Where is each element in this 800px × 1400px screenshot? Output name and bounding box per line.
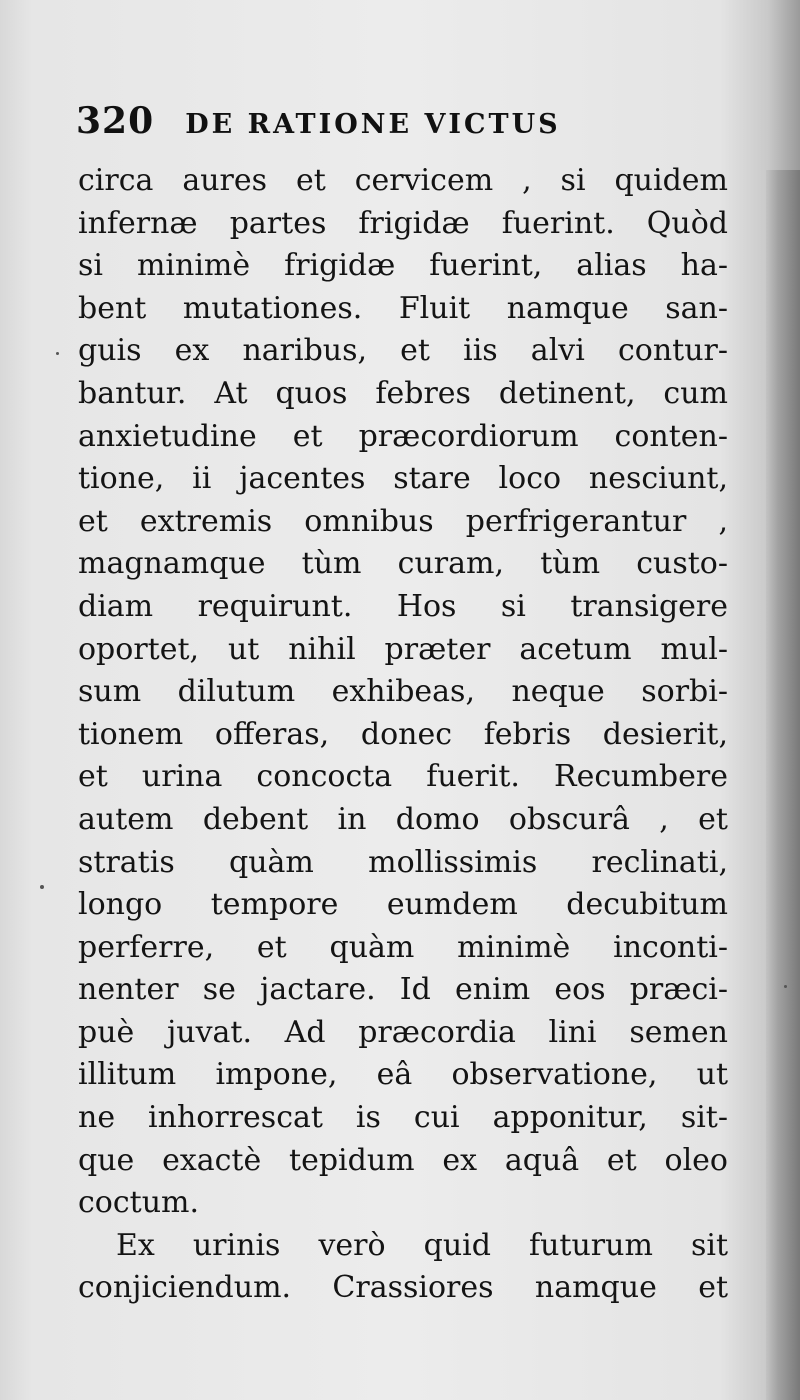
page-number: 320 — [76, 100, 155, 142]
text-line: et urina concocta fuerit. Recumbere — [78, 759, 728, 795]
text-line: si minimè frigidæ fuerint, alias ha- — [78, 248, 728, 284]
text-line: sum dilutum exhibeas, neque sorbi- — [78, 674, 728, 710]
text-line: bantur. At quos febres detinent, cum — [78, 375, 728, 411]
paper-speck — [784, 985, 787, 988]
text-line: autem debent in domo obscurâ , et — [78, 801, 728, 837]
text-line: stratis quàm mollissimis reclinati, — [78, 844, 728, 880]
text-line: illitum impone, eâ observatione, ut — [78, 1057, 728, 1093]
running-header — [76, 100, 561, 142]
running-title: DE RATIONE VICTUS — [185, 109, 561, 140]
text-line: que exactè tepidum ex aquâ et oleo — [78, 1142, 728, 1178]
text-line: perferre, et quàm minimè inconti- — [78, 929, 728, 965]
text-line: coctum. — [78, 1185, 200, 1221]
text-line: anxietudine et præcordiorum conten- — [78, 418, 728, 454]
paper-speck — [56, 352, 59, 355]
text-line: oportet, ut nihil præter acetum mul- — [78, 631, 728, 667]
text-line: tionem offeras, donec febris desierit, — [78, 716, 728, 752]
paper-speck — [40, 885, 44, 889]
text-line: diam requirunt. Hos si transigere — [78, 588, 728, 624]
text-line: guis ex naribus, et iis alvi contur- — [78, 333, 728, 369]
body-text — [78, 160, 728, 1310]
text-line: et extremis omnibus perfrigerantur , — [78, 503, 728, 539]
text-line: nenter se jactare. Id enim eos præci- — [78, 972, 728, 1008]
text-line: magnamque tùm curam, tùm custo- — [78, 546, 728, 582]
text-line: puè juvat. Ad præcordia lini semen — [78, 1014, 728, 1050]
text-line: Ex urinis verò quid futurum sit — [116, 1227, 728, 1263]
text-line: conjiciendum. Crassiores namque et — [78, 1270, 728, 1306]
text-line: infernæ partes frigidæ fuerint. Quòd — [78, 205, 728, 241]
text-line: ne inhorrescat is cui apponitur, sit- — [78, 1100, 728, 1136]
text-line: bent mutationes. Fluit namque san- — [78, 290, 728, 326]
text-line: circa aures et cervicem , si quidem — [78, 163, 728, 198]
text-line: longo tempore eumdem decubitum — [78, 887, 728, 923]
text-line: tione, ii jacentes stare loco nesciunt, — [78, 461, 728, 497]
page-edge-shadow — [766, 170, 800, 1400]
